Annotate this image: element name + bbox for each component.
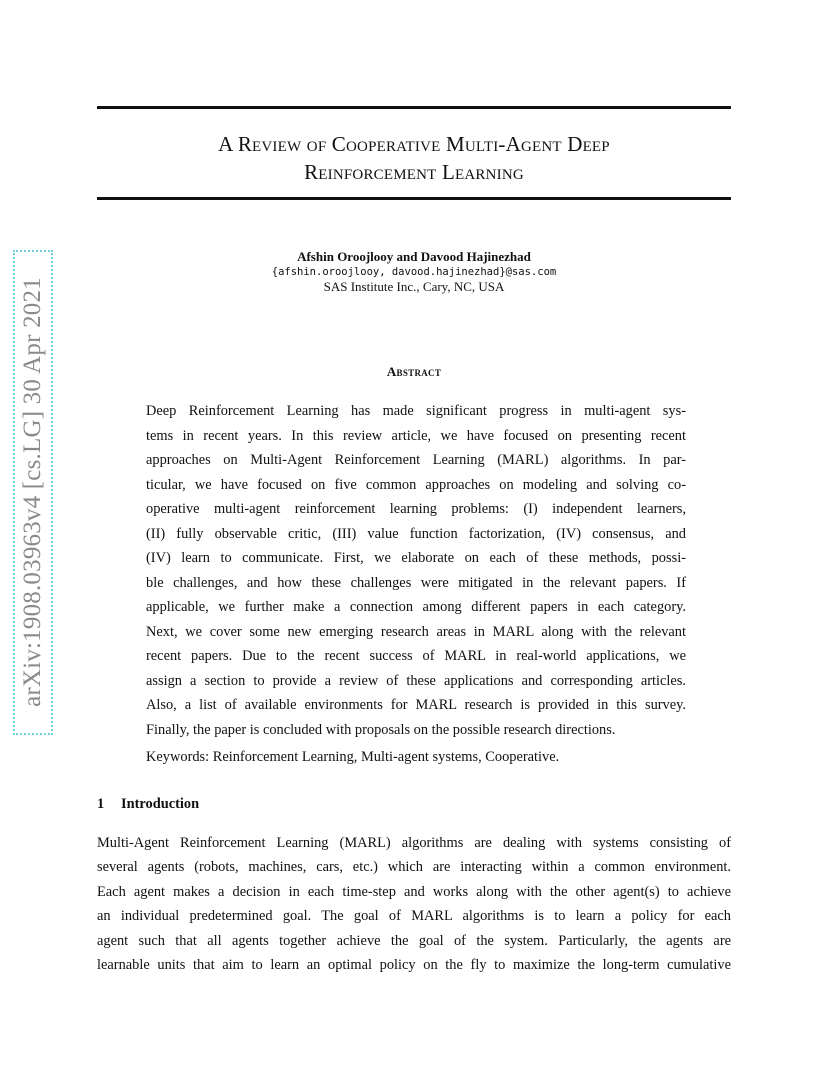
abstract-line: assign a section to provide a review of these applications and corresponding articles. — [146, 673, 686, 689]
abstract-line: approaches on Multi-Agent Reinforcement Learning (MARL) algorithms. In par- — [146, 452, 686, 468]
body-line: several agents (robots, machines, cars, etc.) which are interacting within a common environment. — [97, 859, 731, 875]
title-rule-bottom — [97, 197, 731, 200]
title-rule-top — [97, 106, 731, 109]
affiliation: SAS Institute Inc., Cary, NC, USA — [323, 279, 505, 294]
authors: Afshin Oroojlooy and Davood Hajinezhad — [297, 249, 531, 264]
abstract-line: Next, we cover some new emerging research areas in MARL along with the relevant — [146, 624, 686, 640]
title-line: Reinforcement Learning — [304, 160, 524, 184]
title-line: A Review of Cooperative Multi-Agent Deep — [218, 132, 610, 156]
body-line: an individual predetermined goal. The goal of MARL algorithms is to learn a policy for each — [97, 908, 731, 924]
body-line: learnable units that aim to learn an optimal policy on the fly to maximize the long-term cumulative — [97, 957, 731, 973]
abstract-line: (IV) learn to communicate. First, we elaborate on each of these methods, possi- — [146, 550, 686, 566]
abstract-line: (II) fully observable critic, (III) value function factorization, (IV) consensus, and — [146, 526, 686, 542]
abstract-line: recent papers. Due to the recent success of MARL in real-world applications, we — [146, 648, 686, 664]
abstract-line: Deep Reinforcement Learning has made significant progress in multi-agent sys- — [146, 403, 686, 419]
body-line: Multi-Agent Reinforcement Learning (MARL) algorithms are dealing with systems consisting of — [97, 835, 731, 851]
abstract-line: tems in recent years. In this review article, we have focused on presenting recent — [146, 428, 686, 444]
section-title: Introduction — [121, 796, 200, 812]
keywords: Keywords: Reinforcement Learning, Multi-agent systems, Cooperative. — [146, 749, 560, 765]
abstract-heading: Abstract — [386, 364, 442, 379]
abstract-line: applicable, we further make a connection among different papers in each category. — [146, 599, 686, 615]
body-line: Each agent makes a decision in each time-step and works along with the other agent(s) to achieve — [97, 884, 731, 900]
abstract-line: Finally, the paper is concluded with proposals on the possible research directions. — [146, 722, 616, 738]
abstract-line: ticular, we have focused on five common approaches on modeling and solving co- — [146, 477, 686, 493]
section-heading — [97, 795, 199, 813]
arxiv-stamp: arXiv:1908.03963v4 [cs.LG] 30 Apr 2021 — [19, 277, 46, 707]
paper-title — [97, 130, 731, 186]
abstract-line: Also, a list of available environments for MARL research is provided in this survey. — [146, 697, 686, 713]
body-line: agent such that all agents together achieve the goal of the system. Particularly, the agents are — [97, 933, 731, 949]
abstract-line: operative multi-agent reinforcement learning problems: (I) independent learners, — [146, 501, 686, 517]
section-number: 1 — [97, 796, 105, 812]
author-emails: {afshin.oroojlooy, davood.hajinezhad}@sas.com — [271, 266, 557, 278]
abstract-line: ble challenges, and how these challenges were mitigated in the relevant papers. If — [146, 575, 686, 591]
